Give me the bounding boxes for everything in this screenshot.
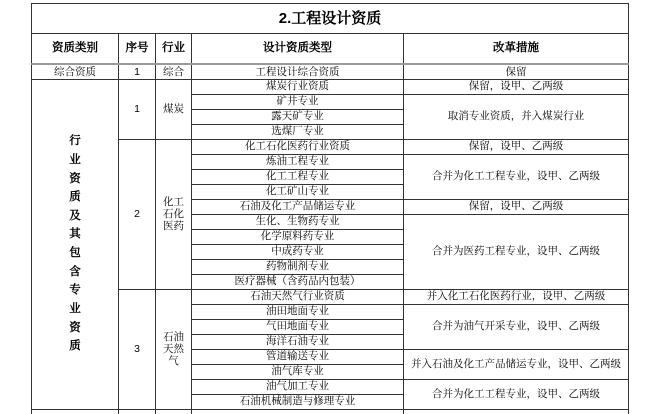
qualification-type: 海洋石油专业	[192, 334, 404, 349]
category-industry-group	[32, 79, 119, 409]
section-number: 3	[119, 289, 156, 409]
reform-measure: 保留，设甲、乙两级	[404, 139, 629, 154]
qualification-type: 化工工程专业	[192, 169, 404, 184]
section-number: 2	[119, 139, 156, 289]
table-header-row	[32, 34, 629, 65]
qualification-table	[31, 3, 629, 414]
qualification-type: 石油机械制造与修理专业	[192, 394, 404, 409]
section-number: 1	[119, 79, 156, 139]
reform-measure: 保留	[404, 64, 629, 79]
table-row	[32, 289, 629, 304]
col-header-industry: 行业	[156, 34, 192, 65]
qualification-type: 医疗器械（含药品内包装）	[192, 274, 404, 289]
industry-name: 化工石化医药	[156, 139, 192, 289]
cutoff-cell	[404, 409, 629, 414]
reform-measure: 合并为医药工程专业，设甲、乙两级	[404, 214, 629, 289]
col-header-type: 设计资质类型	[192, 34, 404, 65]
col-header-measure: 改革措施	[404, 34, 629, 65]
qualification-type: 化工矿山专业	[192, 184, 404, 199]
table-title: 2.工程设计资质	[32, 4, 629, 34]
qualification-type: 炼油工程专业	[192, 154, 404, 169]
qualification-type: 管道输送专业	[192, 349, 404, 364]
qualification-type: 中成药专业	[192, 244, 404, 259]
industry-name: 煤炭	[156, 79, 192, 139]
reform-measure: 并入石油及化工产品储运专业，设甲、乙两级	[404, 349, 629, 379]
reform-measure: 保留，设甲、乙两级	[404, 199, 629, 214]
reform-measure: 并入化工石化医药行业，设甲、乙两级	[404, 289, 629, 304]
qualification-type: 油田地面专业	[192, 304, 404, 319]
cutoff-cell	[119, 409, 156, 414]
table-row	[32, 79, 629, 94]
cutoff-row	[32, 409, 629, 414]
col-header-category: 资质类别	[32, 34, 119, 65]
reform-measure: 合并为油气开采专业，设甲、乙两级	[404, 304, 629, 349]
qualification-type: 气田地面专业	[192, 319, 404, 334]
table-row	[32, 139, 629, 154]
reform-measure: 合并为化工工程专业，设甲、乙两级	[404, 379, 629, 409]
qualification-type: 选煤厂专业	[192, 124, 404, 139]
industry-name: 综合	[156, 64, 192, 79]
qualification-type: 工程设计综合资质	[192, 64, 404, 79]
cutoff-cell	[156, 409, 192, 414]
qualification-type: 药物制剂专业	[192, 259, 404, 274]
cutoff-cell	[32, 409, 119, 414]
qualification-type: 化工石化医药行业资质	[192, 139, 404, 154]
cutoff-cell	[192, 409, 404, 414]
qualification-type: 露天矿专业	[192, 109, 404, 124]
qualification-type: 油气加工专业	[192, 379, 404, 394]
section-number: 1	[119, 64, 156, 79]
qualification-type: 生化、生物药专业	[192, 214, 404, 229]
category-industry-group-label: 行业资质及其包含专业资质	[69, 135, 81, 353]
table-title-row	[32, 4, 629, 34]
category-comprehensive: 综合资质	[32, 64, 119, 79]
qualification-type: 化学原料药专业	[192, 229, 404, 244]
col-header-number: 序号	[119, 34, 156, 65]
reform-measure: 取消专业资质，并入煤炭行业	[404, 94, 629, 139]
qualification-type: 煤炭行业资质	[192, 79, 404, 94]
qualification-type: 石油天然气行业资质	[192, 289, 404, 304]
qualification-type: 油气库专业	[192, 364, 404, 379]
table-row	[32, 64, 629, 79]
reform-measure: 保留，设甲、乙两级	[404, 79, 629, 94]
qualification-type: 矿井专业	[192, 94, 404, 109]
industry-name: 石油天然气	[156, 289, 192, 409]
qualification-type: 石油及化工产品储运专业	[192, 199, 404, 214]
reform-measure: 合并为化工工程专业，设甲、乙两级	[404, 154, 629, 199]
